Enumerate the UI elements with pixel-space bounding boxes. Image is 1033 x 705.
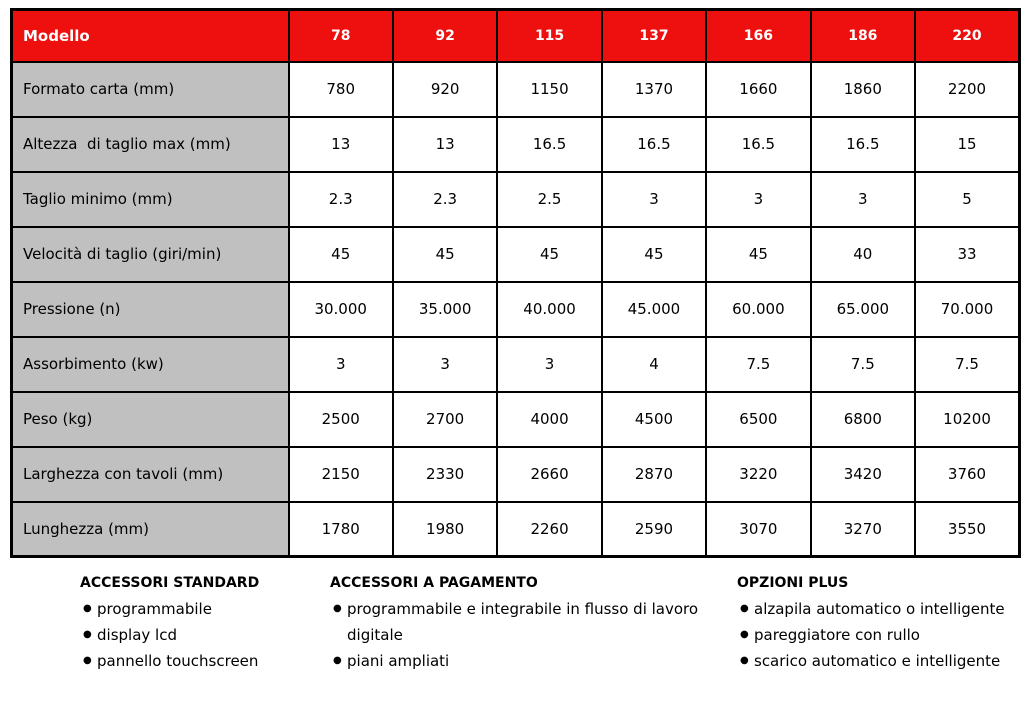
spec-table-header xyxy=(12,10,1020,62)
spec-value-cell: 2870 xyxy=(602,447,706,502)
spec-value-cell: 3 xyxy=(393,337,497,392)
spec-value-cell: 3420 xyxy=(811,447,915,502)
spec-value-cell: 65.000 xyxy=(811,282,915,337)
footer-section-title: OPZIONI PLUS xyxy=(737,575,849,591)
bullet-icon: ● xyxy=(740,655,749,666)
spec-value-cell: 3550 xyxy=(915,502,1019,557)
spec-row xyxy=(12,282,1020,337)
spec-value-cell: 15 xyxy=(915,117,1019,172)
spec-value-cell: 30.000 xyxy=(289,282,393,337)
spec-value-cell: 40.000 xyxy=(497,282,601,337)
model-column-header: 115 xyxy=(497,10,601,62)
list-item-text: scarico automatico e intelligente xyxy=(754,652,1001,670)
spec-row-label: Assorbimento (kw) xyxy=(12,337,289,392)
spec-value-cell: 45 xyxy=(289,227,393,282)
list-item-text: pannello touchscreen xyxy=(97,652,259,670)
spec-value-cell: 33 xyxy=(915,227,1019,282)
spec-value-cell: 2.5 xyxy=(497,172,601,227)
footer-section-list xyxy=(80,596,330,674)
list-item xyxy=(737,648,1029,674)
spec-value-cell: 3 xyxy=(289,337,393,392)
list-item-text: piani ampliati xyxy=(347,652,450,670)
spec-value-cell: 45.000 xyxy=(602,282,706,337)
bullet-icon: ● xyxy=(83,603,92,614)
list-item-text: programmabile e integrabile in flusso di lavoro digitale xyxy=(347,600,699,644)
list-item xyxy=(80,596,330,622)
spec-value-cell: 45 xyxy=(706,227,810,282)
spec-value-cell: 3 xyxy=(602,172,706,227)
spec-row-label: Taglio minimo (mm) xyxy=(12,172,289,227)
list-item xyxy=(330,648,723,674)
spec-row-label: Formato carta (mm) xyxy=(12,62,289,117)
spec-value-cell: 4500 xyxy=(602,392,706,447)
list-item xyxy=(737,622,1029,648)
spec-value-cell: 40 xyxy=(811,227,915,282)
spec-value-cell: 60.000 xyxy=(706,282,810,337)
list-item-text: alzapila automatico o intelligente xyxy=(754,600,1005,618)
spec-value-cell: 920 xyxy=(393,62,497,117)
footer-section xyxy=(80,575,330,674)
spec-row xyxy=(12,117,1020,172)
spec-value-cell: 1860 xyxy=(811,62,915,117)
spec-row xyxy=(12,502,1020,557)
spec-row-label: Larghezza con tavoli (mm) xyxy=(12,447,289,502)
spec-row xyxy=(12,337,1020,392)
spec-value-cell: 10200 xyxy=(915,392,1019,447)
spec-value-cell: 1150 xyxy=(497,62,601,117)
spec-value-cell: 35.000 xyxy=(393,282,497,337)
spec-value-cell: 1980 xyxy=(393,502,497,557)
spec-row-label: Altezza di taglio max (mm) xyxy=(12,117,289,172)
spec-value-cell: 16.5 xyxy=(811,117,915,172)
list-item-text: display lcd xyxy=(97,626,177,644)
spec-value-cell: 45 xyxy=(497,227,601,282)
spec-row xyxy=(12,62,1020,117)
spec-row xyxy=(12,172,1020,227)
bullet-icon: ● xyxy=(83,629,92,640)
model-column-header: 78 xyxy=(289,10,393,62)
spec-value-cell: 16.5 xyxy=(497,117,601,172)
spec-value-cell: 4 xyxy=(602,337,706,392)
list-item xyxy=(80,622,330,648)
spec-value-cell: 7.5 xyxy=(811,337,915,392)
spec-value-cell: 2660 xyxy=(497,447,601,502)
spec-value-cell: 13 xyxy=(289,117,393,172)
spec-value-cell: 1370 xyxy=(602,62,706,117)
spec-sheet-page xyxy=(0,8,1033,705)
spec-value-cell: 7.5 xyxy=(915,337,1019,392)
spec-value-cell: 13 xyxy=(393,117,497,172)
spec-row xyxy=(12,227,1020,282)
spec-table-body xyxy=(12,62,1020,557)
spec-value-cell: 16.5 xyxy=(706,117,810,172)
bullet-icon: ● xyxy=(333,655,342,666)
model-header-row xyxy=(12,10,1020,62)
bullet-icon: ● xyxy=(740,629,749,640)
list-item-text: programmabile xyxy=(97,600,212,618)
model-column-header: 220 xyxy=(915,10,1019,62)
model-column-header: 137 xyxy=(602,10,706,62)
spec-value-cell: 1780 xyxy=(289,502,393,557)
list-item xyxy=(737,596,1029,622)
spec-value-cell: 780 xyxy=(289,62,393,117)
spec-row xyxy=(12,447,1020,502)
footer-section-list xyxy=(330,596,723,674)
spec-value-cell: 4000 xyxy=(497,392,601,447)
spec-value-cell: 7.5 xyxy=(706,337,810,392)
spec-value-cell: 16.5 xyxy=(602,117,706,172)
spec-value-cell: 2500 xyxy=(289,392,393,447)
spec-row-label: Pressione (n) xyxy=(12,282,289,337)
list-item-text: pareggiatore con rullo xyxy=(754,626,920,644)
spec-value-cell: 3270 xyxy=(811,502,915,557)
accessories-footer xyxy=(0,575,1033,674)
spec-value-cell: 2200 xyxy=(915,62,1019,117)
footer-section xyxy=(330,575,737,674)
spec-row xyxy=(12,392,1020,447)
spec-value-cell: 2330 xyxy=(393,447,497,502)
spec-value-cell: 2150 xyxy=(289,447,393,502)
footer-section-title: ACCESSORI STANDARD xyxy=(80,575,260,591)
spec-value-cell: 2700 xyxy=(393,392,497,447)
spec-value-cell: 3 xyxy=(811,172,915,227)
spec-value-cell: 70.000 xyxy=(915,282,1019,337)
spec-row-label: Peso (kg) xyxy=(12,392,289,447)
spec-value-cell: 2.3 xyxy=(393,172,497,227)
spec-value-cell: 2590 xyxy=(602,502,706,557)
models-header-label: Modello xyxy=(12,10,289,62)
spec-value-cell: 1660 xyxy=(706,62,810,117)
spec-row-label: Lunghezza (mm) xyxy=(12,502,289,557)
footer-section xyxy=(737,575,1029,674)
model-column-header: 186 xyxy=(811,10,915,62)
model-column-header: 166 xyxy=(706,10,810,62)
spec-value-cell: 6800 xyxy=(811,392,915,447)
spec-value-cell: 3070 xyxy=(706,502,810,557)
spec-value-cell: 45 xyxy=(393,227,497,282)
spec-value-cell: 3 xyxy=(706,172,810,227)
footer-section-list xyxy=(737,596,1029,674)
list-item xyxy=(330,596,723,648)
model-column-header: 92 xyxy=(393,10,497,62)
bullet-icon: ● xyxy=(83,655,92,666)
spec-value-cell: 45 xyxy=(602,227,706,282)
footer-section-title: ACCESSORI A PAGAMENTO xyxy=(330,575,538,591)
spec-row-label: Velocità di taglio (giri/min) xyxy=(12,227,289,282)
spec-value-cell: 3220 xyxy=(706,447,810,502)
bullet-icon: ● xyxy=(740,603,749,614)
spec-value-cell: 6500 xyxy=(706,392,810,447)
bullet-icon: ● xyxy=(333,603,342,614)
spec-value-cell: 3760 xyxy=(915,447,1019,502)
spec-value-cell: 2260 xyxy=(497,502,601,557)
model-spec-table xyxy=(10,8,1021,558)
spec-value-cell: 3 xyxy=(497,337,601,392)
list-item xyxy=(80,648,330,674)
spec-value-cell: 5 xyxy=(915,172,1019,227)
spec-value-cell: 2.3 xyxy=(289,172,393,227)
